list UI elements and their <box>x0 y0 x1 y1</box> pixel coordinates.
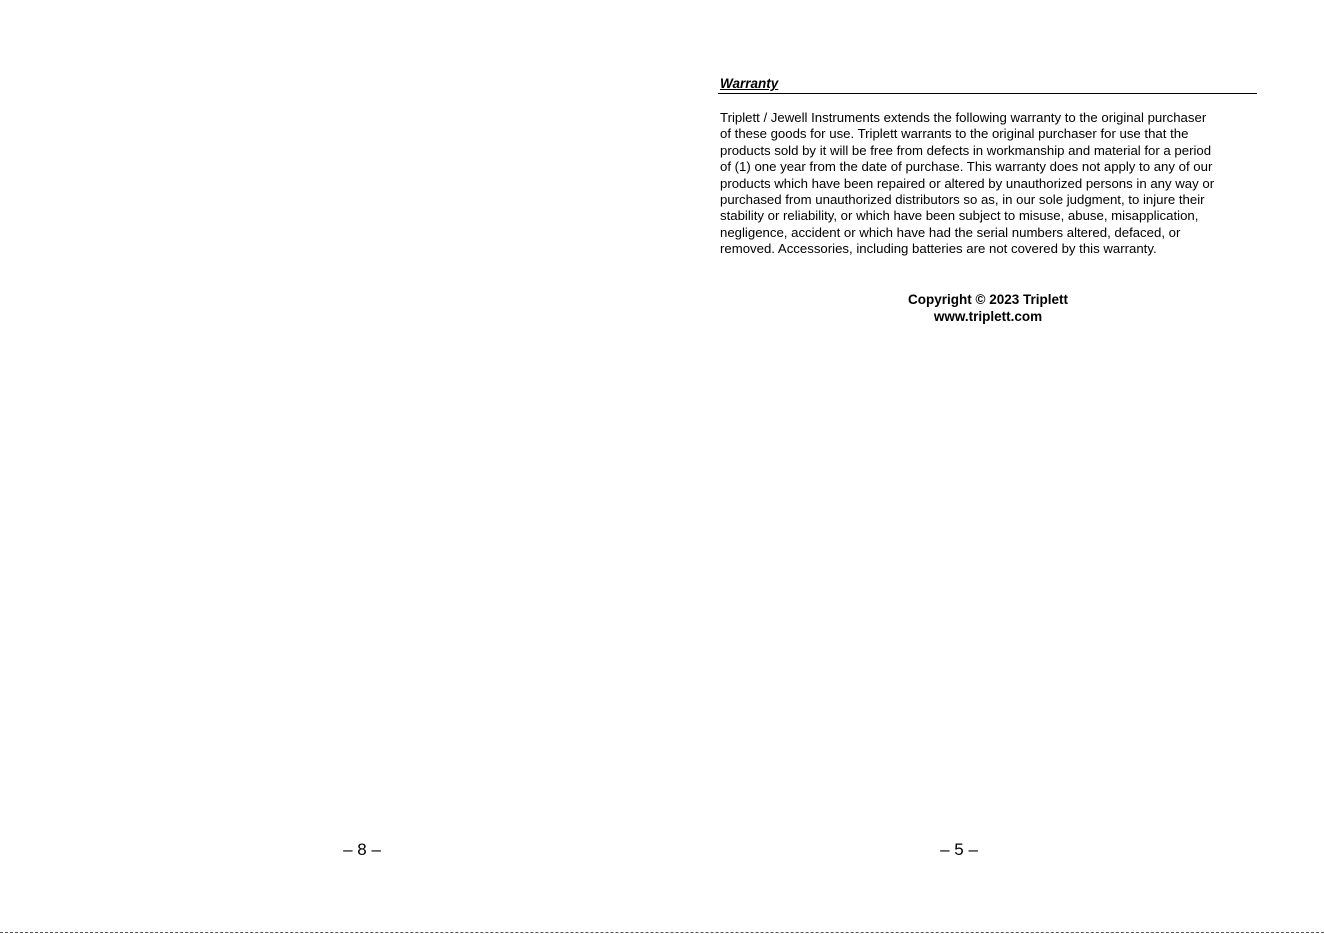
right-page <box>662 0 1324 934</box>
copyright-block <box>832 291 1144 325</box>
heading-divider <box>718 93 1257 94</box>
right-page-number: – 5 – <box>940 840 978 859</box>
warranty-heading: Warranty <box>720 76 779 91</box>
left-page-number: – 8 – <box>343 840 381 859</box>
website-line: www.triplett.com <box>933 309 1043 324</box>
copyright-line: Copyright © 2023 Triplett <box>908 292 1068 307</box>
page-bottom-edge <box>0 932 1324 933</box>
warranty-body: Triplett / Jewell Instruments extends the following warranty to the original purchaser of these goods for use. Triplett warrants to the original purchaser for use that the products sold by it will be free from defects in workmanship and material for a period of (1) one year from the date of purchase. This warranty does not apply to any of our products which have been repaired or altered by unauthorized persons in any way or purchased from unauthorized distributors so as, in our sole judgment, to injure their stability or reliability, or which have been subject to misuse, abuse, misapplication, negligence, accident or which have had the serial numbers altered, defaced, or removed. Accessories, including batteries are not covered by this warranty. <box>720 110 1215 257</box>
